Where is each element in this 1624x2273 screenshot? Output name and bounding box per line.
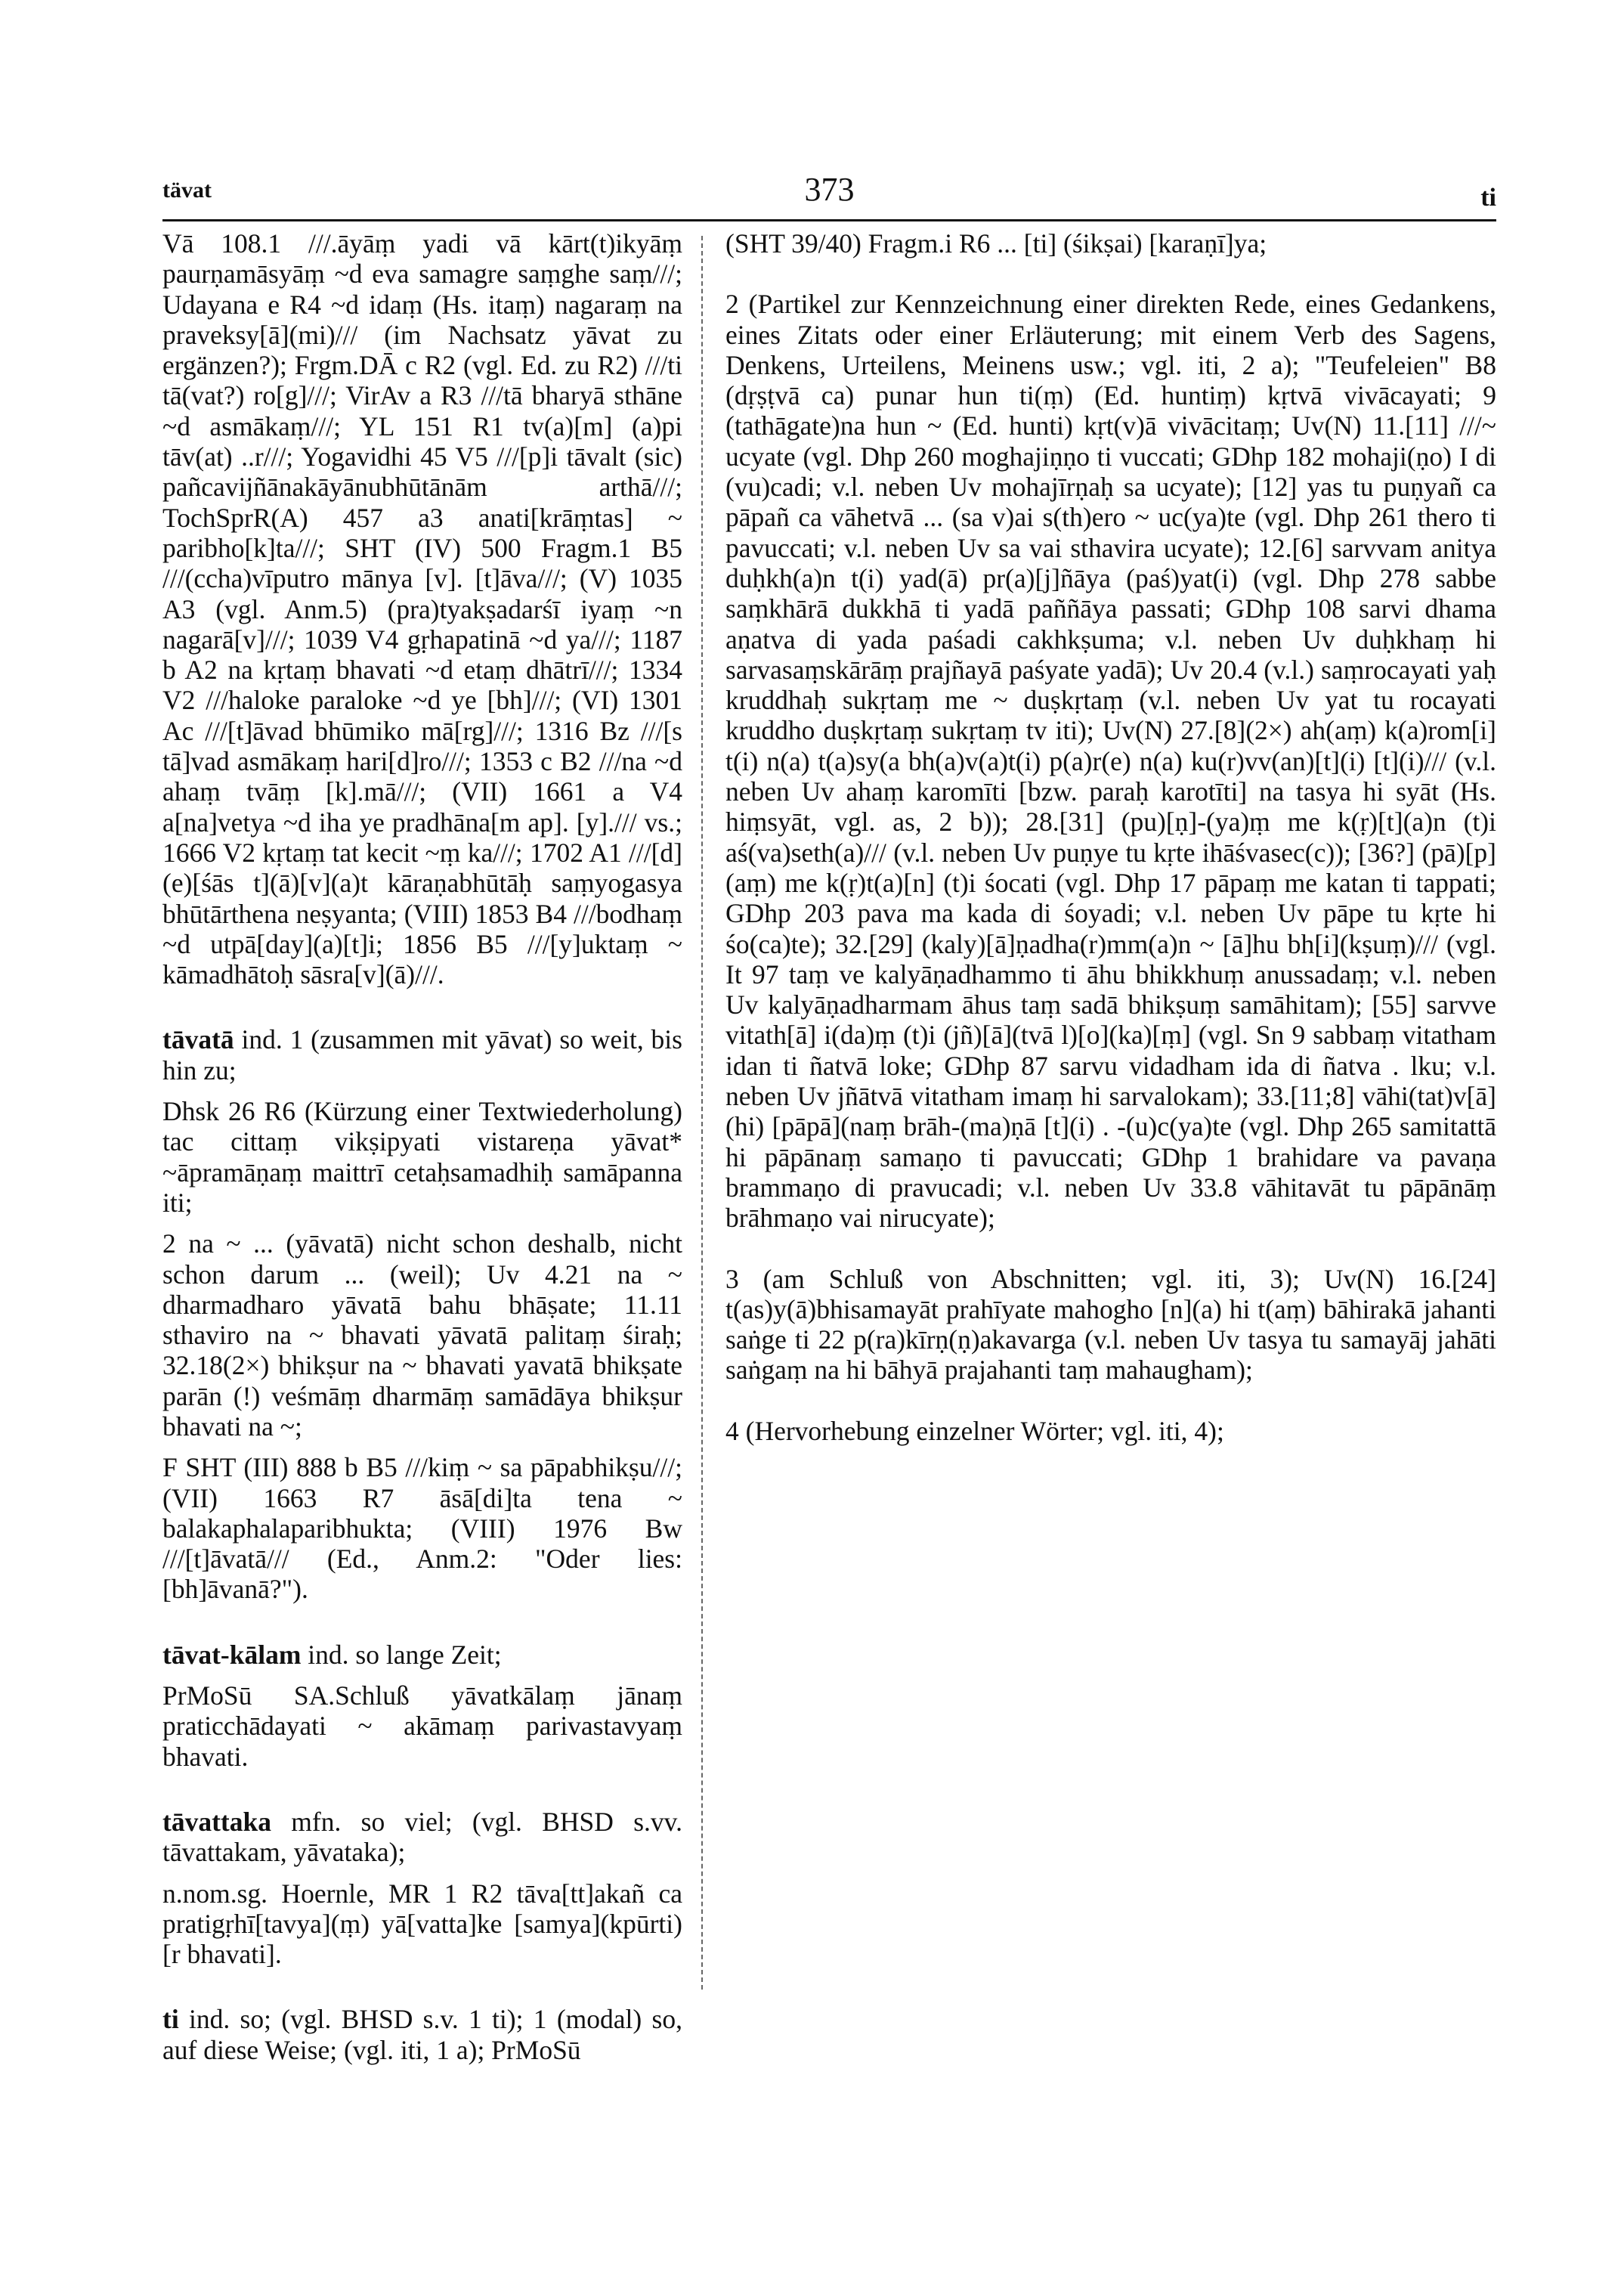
right-running-headword: ti bbox=[1480, 184, 1496, 212]
lemma-tavata: tāvatā bbox=[162, 1024, 234, 1055]
lemma-tavattaka: tāvattaka bbox=[162, 1806, 271, 1837]
continued-entry-text: (SHT 39/40) Fragm.i R6 ... [ti] (śikṣai) [karaṇī]ya; bbox=[725, 228, 1267, 259]
column-separator bbox=[701, 236, 703, 1990]
entry-tavata bbox=[162, 1024, 682, 1085]
left-column bbox=[162, 228, 682, 2065]
lemma-ti: ti bbox=[162, 2004, 179, 2035]
entry-tavattaka bbox=[162, 1807, 682, 1868]
citation-paragraph: Dhsk 26 R6 (Kürzung einer Textwiederholung) tac cittaṃ vikṣipyati vistareṇa yāvat* ~āpramāṇaṃ maittrī cetaḥsamadhiḥ samāpanna iti; bbox=[162, 1096, 682, 1218]
sense-3: 3 (am Schluß von Abschnitten; vgl. iti, 3); Uv(N) 16.[24] t(as)y(ā)bhisamayāt prahīyate mahogho [n](a) hi t(aṃ) bāhirakā jahanti saṅge ti 22 p(ra)kīrṇ(ṇ)akavarga (v.l. neben Uv tasya tu samayāj jahāti saṅgaṃ na hi bāhyā prajahanti taṃ mahaugham); bbox=[725, 1263, 1496, 1386]
citation-paragraph: PrMoSū SA.Schluß yāvatkālaṃ jānaṃ praticchādayati ~ akāmaṃ parivastavyaṃ bhavati. bbox=[162, 1680, 682, 1772]
definition: ind. 1 (zusammen mit yāvat) so weit, bis hin zu; bbox=[162, 1024, 682, 1085]
sense-2: 2 na ~ ... (yāvatā) nicht schon deshalb, nicht schon darum ... (weil); Uv 4.21 na ~ dharmadharo yāvatā bahu bhāṣate; 11.11 sthaviro na ~ bhavati yāvatā palitaṃ śiraḥ; 32.18(2×) bhikṣur na ~ bhavati yavatā bhikṣate parān (!) veśmāṃ dharmāṃ samādāya bhikṣur bhavati na ~; bbox=[162, 1228, 682, 1442]
citation-paragraph: n.nom.sg. Hoernle, MR 1 R2 tāva[tt]akañ ca pratigṛhī[tavya](ṃ) yā[vatta]ke [samya](kpūrti)[r bhavati]. bbox=[162, 1878, 682, 1970]
header-rule bbox=[162, 219, 1496, 221]
definition: ind. so; (vgl. BHSD s.v. 1 ti); 1 (modal) so, auf diese Weise; (vgl. iti, 1 a); PrMoSū bbox=[162, 2004, 682, 2065]
lemma-tavat-kalam: tāvat-kālam bbox=[162, 1639, 302, 1670]
right-column bbox=[725, 228, 1496, 1446]
definition: ind. so lange Zeit; bbox=[301, 1639, 502, 1670]
sense-2: 2 (Partikel zur Kennzeichnung einer direkten Rede, eines Gedankens, eines Zitats oder einer Erläuterung; mit einem Verb des Sagens, Denkens, Urteilens, Meinens usw.; vgl. iti, 2 a); "Teufeleien" B8 (dṛṣṭvā ca) punar hun ti(ṃ) (Ed. huntiṃ) kṛtvā vivācayati; 9 (tathāgate)na hun ~ (Ed. hunti) kṛt(v)ā vivācitaṃ; Uv(N) 11.[11] ///~ ucyate (vgl. Dhp 260 moghajiṇṇo ti vuccati; GDhp 182 mohaji(ṇo) I di (vu)cadi; v.l. neben Uv mohajīrṇaḥ sa ucyate); [12] yas tu puṇyañ ca pāpañ ca vāhetvā ... (sa v)ai s(th)ero ~ uc(ya)te (vgl. Dhp 261 thero ti pavuccati; v.l. neben Uv sa vai sthavira ucyate); 12.[6] sarvvam anitya duḥkh(a)n t(i) yad(ā) pr(a)[j]ñāya (paś)yat(i) (vgl. Dhp 278 sabbe saṃkhārā dukkhā ti yadā paññāya passati; GDhp 108 sarvi dhama aṇatva di yada paśadi cakhkṣuma; v.l. neben Uv duḥkhaṃ hi sarvasaṃskārāṃ prajñayā paśyate yadā); Uv 20.4 (v.l.) saṃrocayati yaḥ kruddhaḥ sukṛtaṃ me ~ duṣkṛtaṃ (v.l. neben Uv yat tu rocayati kruddho duṣkṛtaṃ sukṛtaṃ tv iti); Uv(N) 27.[8](2×) ah(aṃ) k(a)rom[i] t(i) n(a) t(a)sy(a bh(a)v(a)t(i) p(a)r(e) n(a) ku(r)vv(an)[t](i) [t](i)/// (v.l. neben Uv ahaṃ karomīti [bzw. paraḥ karotīti] na tasya hi syāt (Hs. hiṃsyāt, vgl. as, 2 b)); 28.[31] (pu)[ṇ]-(ya)ṃ me k(ṛ)[t](a)n (t)i aś(va)seth(a)/// (v.l. neben Uv puṇye tu kṛte ihāśvasec(c)); [36?] (pā)[p](aṃ) me k(ṛ)t(a)[n] (t)i śocati (vgl. Dhp 17 pāpaṃ me katan ti tappati; GDhp 203 pava ma kada di śoyadi; v.l. neben Uv pāpe tu kṛte hi śo(ca)te); 32.[29] (kaly)[ā]ṇadha(r)mm(a)n ~ [ā]hu bh[i](kṣuṃ)/// (vgl. It 97 taṃ ve kalyāṇadhammo ti āhu bhikkhuṃ anussadaṃ; v.l. neben Uv kalyāṇadharmam āhus taṃ sadā bhikṣuṃ samāhitam); [55] sarvve vitath[ā] i(da)ṃ (t)i (jñ)[ā](tvā l)[o](ka)[ṃ] (vgl. Sn 9 sabbaṃ vitatham idan ti ñatvā loke; GDhp 87 sarvu vidadham ida di ñatva . lku; v.l. neben Uv jñātvā vitatham imaṃ hi sarvalokam); 33.[11;8] vāhi(tat)v[ā] (hi) [pāpā](naṃ brāh-(ma)ṇā [t](i) . -(u)c(ya)te (vgl. Dhp 265 samitattā hi pāpānaṃ samaṇo ti pavuccati; GDhp 1 brahidare va pavaṇa brammaṇo di pravucadi; v.l. neben Uv 33.8 vāhitavāt tu pāpānāṃ brāhmaṇo vai nirucyate); bbox=[725, 289, 1496, 1234]
entry-ti bbox=[162, 2004, 682, 2065]
left-running-headword: tävat bbox=[162, 178, 212, 203]
entry-tavat-kalam bbox=[162, 1640, 682, 1670]
definition: mfn. so viel; (vgl. BHSD s.vv. tāvattakam, yāvataka); bbox=[162, 1806, 682, 1868]
citation-paragraph: F SHT (III) 888 b B5 ///kiṃ ~ sa pāpabhikṣu///; (VII) 1663 R7 āsā[di]ta tena ~ balakaphalaparibhukta; (VIII) 1976 Bw ///[t]āvatā/// (Ed., Anm.2: "Oder lies: [bh]āvanā?"). bbox=[162, 1452, 682, 1605]
page-number: 373 bbox=[804, 171, 855, 208]
sense-4: 4 (Hervorhebung einzelner Wörter; vgl. iti, 4); bbox=[725, 1415, 1224, 1446]
continued-entry-text: Vā 108.1 ///.āyāṃ yadi vā kārt(t)ikyāṃ paurṇamāsyāṃ ~d eva samagre saṃghe saṃ///; Udayana e R4 ~d idaṃ (Hs. itaṃ) nagaraṃ na praveksy[ā](mi)/// (im Nachsatz yāvat zu ergänzen?); Frgm.DĀ c R2 (vgl. Ed. zu R2) ///ti tā(vat?) ro[g]///; VirAv a R3 ///tā bharyā sthāne ~d asmākaṃ///; YL 151 R1 tv(a)[m] (a)pi tāv(at) ..r///; Yogavidhi 45 V5 ///[p]i tāvalt (sic) pañcavijñānakāyānubhūtānām arthā///; TochSprR(A) 457 a3 anati[krāṃtas] ~ paribho[k]ta///; SHT (IV) 500 Fragm.1 B5 ///(ccha)vīputro mānya [v]. [t]āva///; (V) 1035 A3 (vgl. Anm.5) (pra)tyakṣadarśī iyaṃ ~n nagarā[v]///; 1039 V4 gṛhapatinā ~d ya///; 1187 b A2 na kṛtaṃ bhavati ~d etaṃ dhātrī///; 1334 V2 ///haloke paraloke ~d ye [bh]///; (VI) 1301 Ac ///[t]āvad bhūmiko mā[rg]///; 1316 Bz ///[s tā]vad asmākaṃ hari[d]ro///; 1353 c B2 ///na ~d ahaṃ tvāṃ [k].mā///; (VII) 1661 a V4 a[na]vetya ~d iha ye pradhāna[m ap]. [y]./// vs.; 1666 V2 kṛtaṃ tat kecit ~ṃ ka///; 1702 A1 ///[d](e)[śās t](ā)[v](a)t kāraṇabhūtāḥ saṃyogasya bhūtārthena neṣyanta; (VIII) 1853 B4 ///bodhaṃ ~d utpā[day](a)[t]i; 1856 B5 ///[y]uktaṃ ~ kāmadhātoḥ sāsra[v](ā)///. bbox=[162, 228, 682, 990]
page-header bbox=[162, 170, 1496, 215]
